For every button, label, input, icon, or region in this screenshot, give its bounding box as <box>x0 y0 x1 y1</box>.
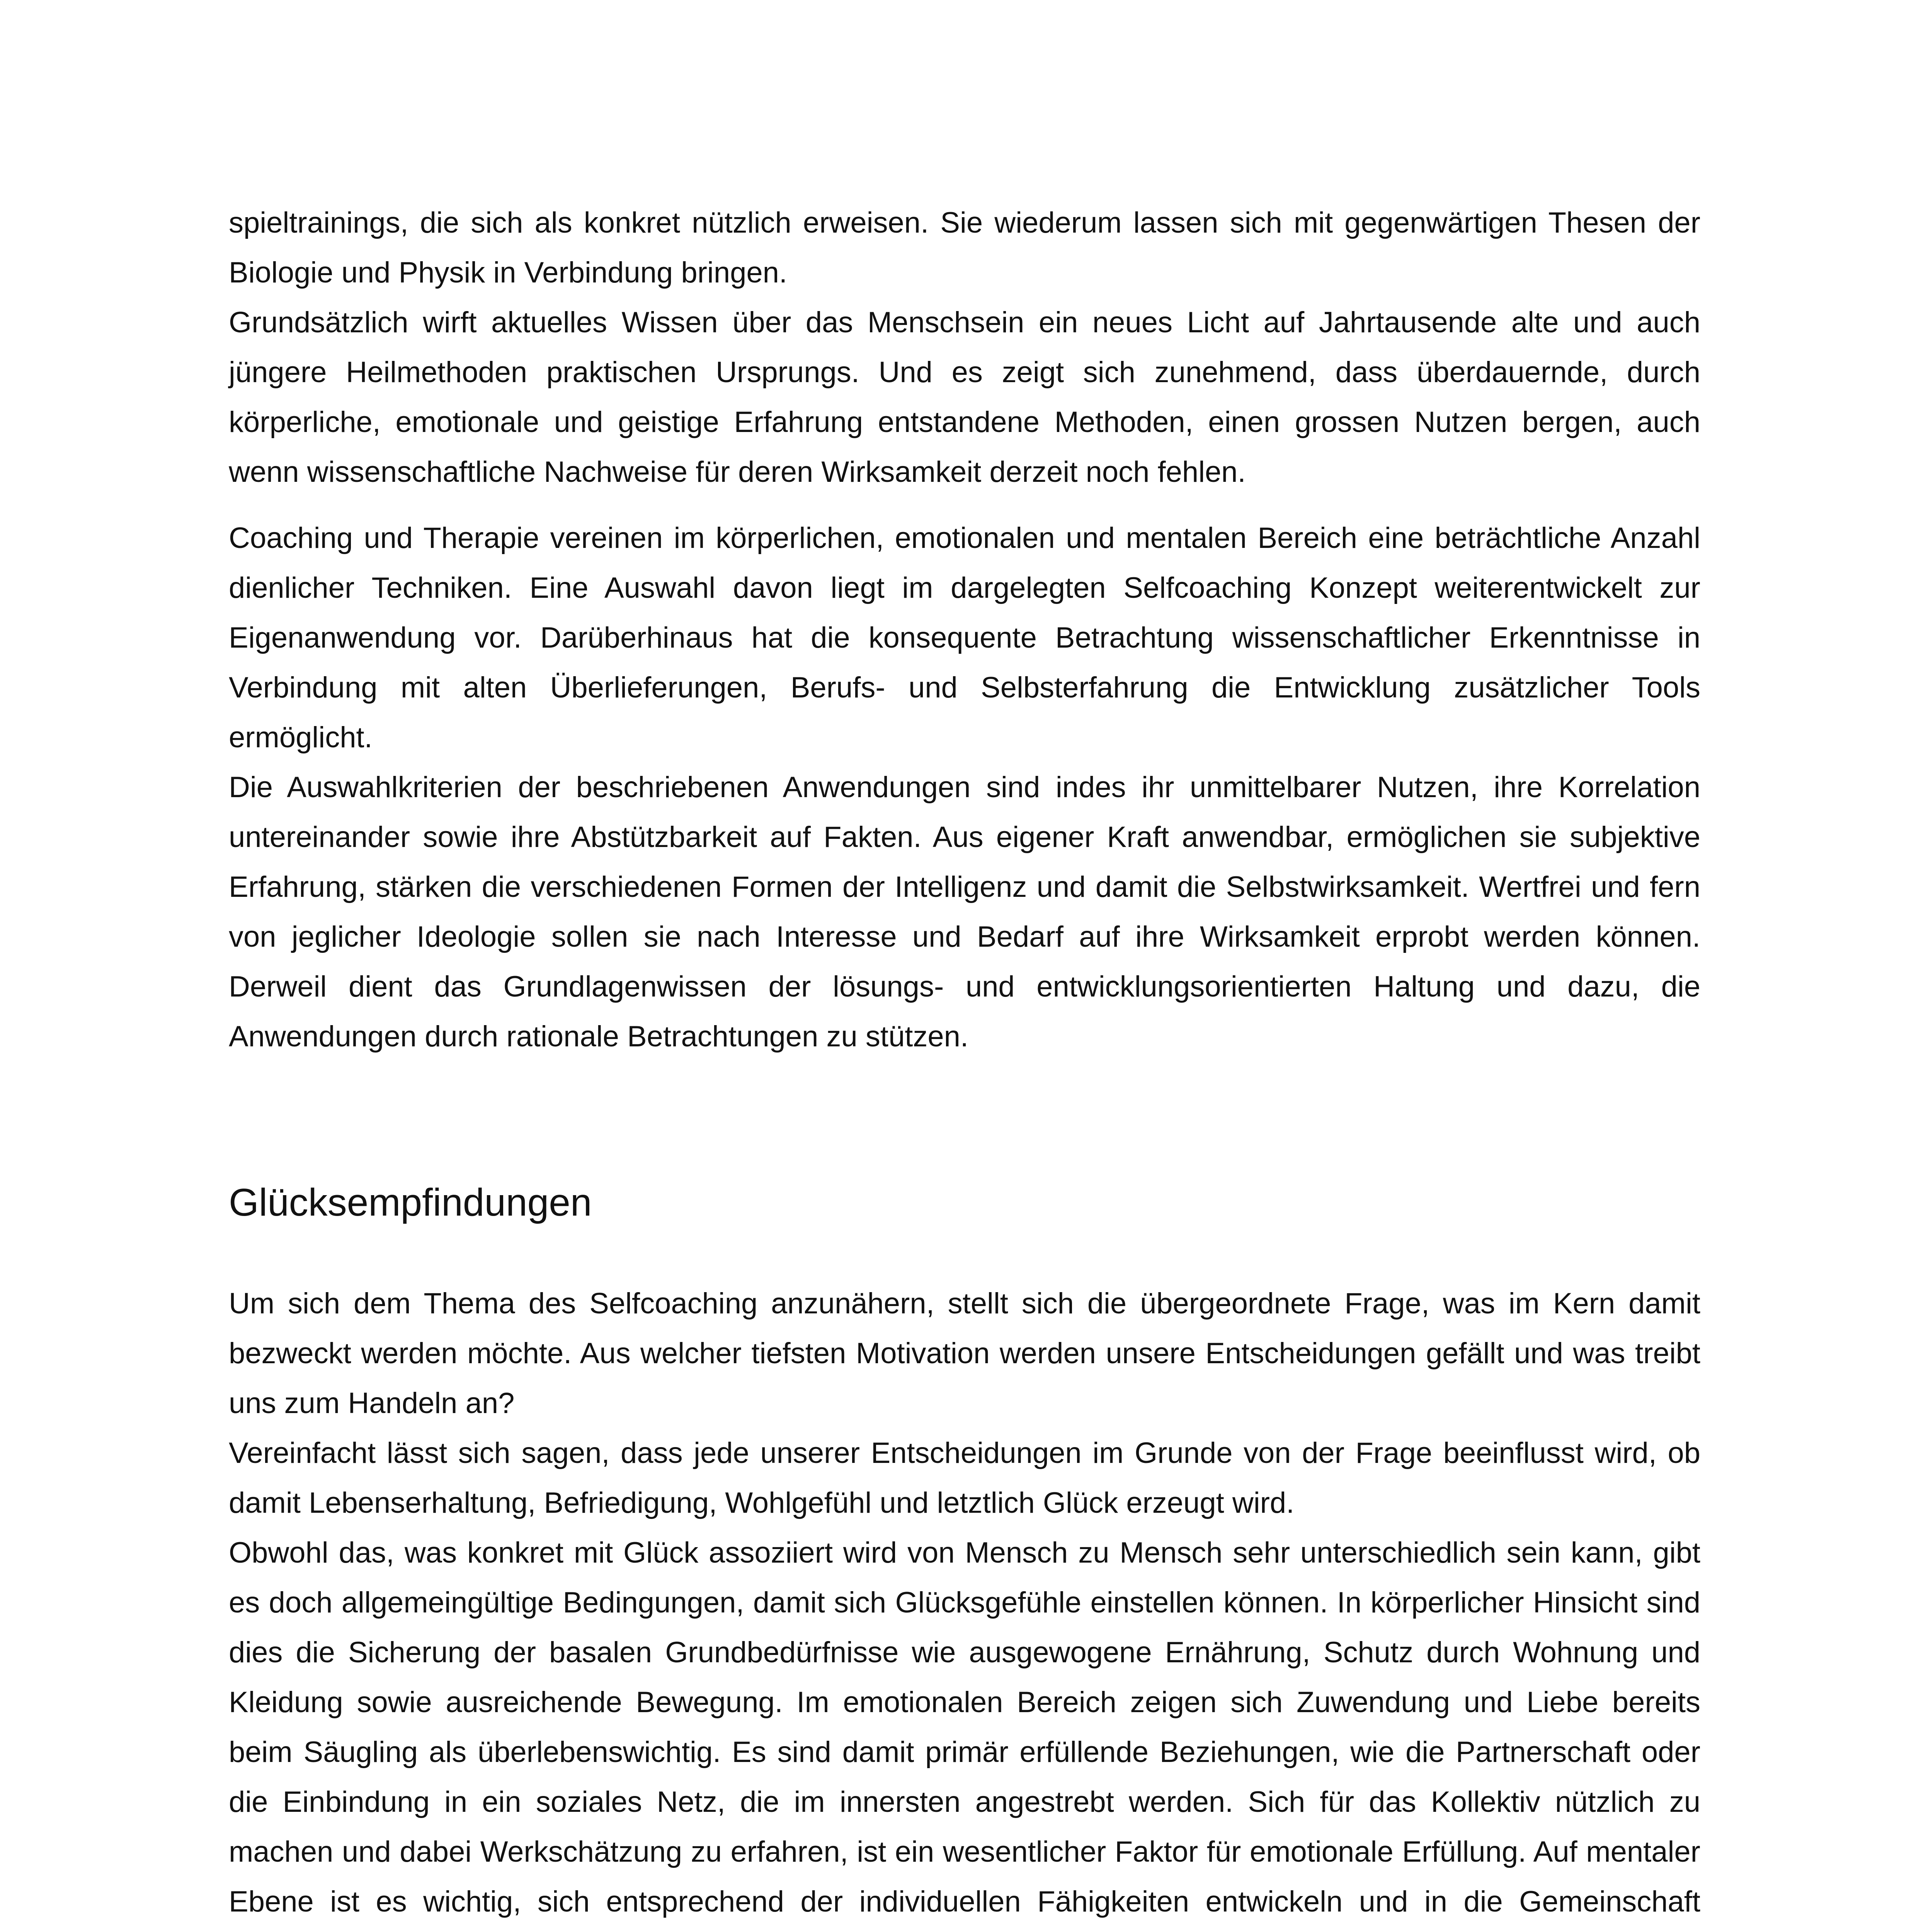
body-paragraph: spieltrainings, die sich als konkret nützlich erweisen. Sie wiederum lassen sich mit gegenwärtigen Thesen der Biologie und Physik in Verbindung bringen. <box>229 206 1700 289</box>
body-paragraph: Vereinfacht lässt sich sagen, dass jede unserer Entscheidungen im Grunde von der Frage beeinflusst wird, ob damit Lebenserhaltung, Befriedigung, Wohlgefühl und letztlich Glück erzeugt wird. <box>229 1437 1700 1519</box>
body-paragraph: Die Auswahlkriterien der beschriebenen Anwendungen sind indes ihr unmittelbarer Nutzen, ihre Korrelation untereinander sowie ihre Abstützbarkeit auf Fakten. Aus eigener Kraft anwendbar, ermöglichen sie subjektive Erfahrung, stärken die verschiedenen Formen der Intelligenz und damit die Selbstwirksamkeit. Wertfrei und fern von jeglicher Ideologie sollen sie nach Interesse und Bedarf auf ihre Wirksamkeit erprobt werden können. Derweil dient das Grundlagenwissen der lösungs- und entwicklungsorientierten Haltung und dazu, die Anwendungen durch rationale Betrachtungen zu stützen. <box>229 771 1700 1053</box>
heading-spacer <box>229 1228 1700 1279</box>
body-paragraph: Um sich dem Thema des Selfcoaching anzunähern, stellt sich die übergeordnete Frage, was im Kern damit bezweckt werden möchte. Aus welcher tiefsten Motivation werden unsere Entscheidungen gefällt und was treibt uns zum Handeln an? <box>229 1287 1700 1420</box>
section-heading: Glücksempfindungen <box>229 1181 592 1224</box>
section-spacer <box>229 1061 1700 1177</box>
body-paragraph: Coaching und Therapie vereinen im körperlichen, emotionalen und mentalen Bereich eine beträchtliche Anzahl dienlicher Techniken. Eine Auswahl davon liegt im dargelegten Selfcoaching Konzept weiterentwickelt zur Eigenanwendung vor. Darüberhinaus hat die konsequente Betrachtung wissenschaftlicher Erkenntnisse in Verbindung mit alten Überlieferungen, Berufs- und Selbsterfahrung die Entwicklung zusätzlicher Tools ermöglicht. <box>229 522 1700 754</box>
paragraph-spacer <box>229 497 1700 513</box>
page-content <box>229 198 1700 1932</box>
body-paragraph: Grundsätzlich wirft aktuelles Wissen über das Menschsein ein neues Licht auf Jahrtausende alte und auch jüngere Heilmethoden praktischen Ursprungs. Und es zeigt sich zunehmend, dass überdauernde, durch körperliche, emotionale und geistige Erfahrung entstandene Methoden, einen grossen Nutzen bergen, auch wenn wissenschaftliche Nachweise für deren Wirksamkeit derzeit noch fehlen. <box>229 306 1700 488</box>
body-paragraph: Obwohl das, was konkret mit Glück assoziiert wird von Mensch zu Mensch sehr unterschiedlich sein kann, gibt es doch allgemeingültige Bedingungen, damit sich Glücksgefühle einstellen können. In körperlicher Hinsicht sind dies die Sicherung der basalen Grundbedürfnisse wie ausgewogene Ernährung, Schutz durch Wohnung und Kleidung sowie ausreichende Bewegung. Im emotionalen Bereich zeigen sich Zuwendung und Liebe bereits beim Säugling als überlebenswichtig. Es sind damit primär erfüllende Beziehungen, wie die Partnerschaft oder die Einbindung in ein soziales Netz, die im innersten angestrebt werden. Sich für das Kollektiv nützlich zu machen und dabei Werkschätzung zu erfahren, ist ein wesentlicher Faktor für emotionale Erfüllung. Auf mentaler Ebene ist es wichtig, sich entsprechend der individuellen Fähigkeiten entwickeln und in die Gemeinschaft <box>229 1536 1700 1918</box>
